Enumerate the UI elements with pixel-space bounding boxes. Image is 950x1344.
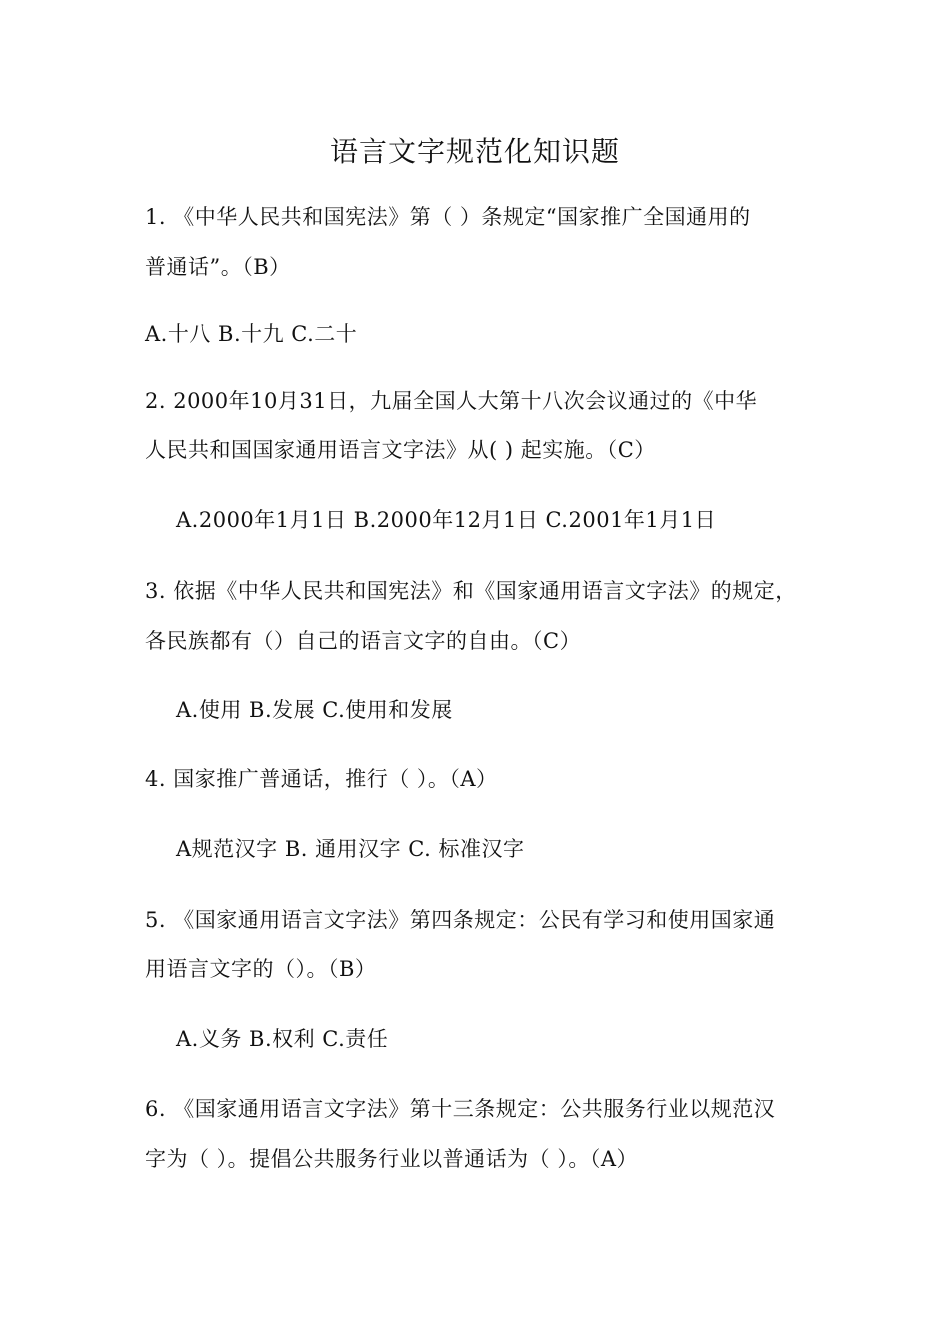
question-1-options: A.十八 B.十九 C.二十 (145, 322, 358, 346)
question-2-line-1: 2. 2000年10月31日，九届全国人大第十八次会议通过的《中华 (145, 389, 758, 413)
question-3-line-2: 各民族都有（）自己的语言文字的自由。（C） (145, 629, 582, 653)
question-4-line-1: 4. 国家推广普通话，推行（ ）。（A） (145, 767, 498, 791)
question-3-line-1: 3. 依据《中华人民共和国宪法》和《国家通用语言文字法》的规定， (145, 579, 797, 603)
question-1-line-1: 1. 《中华人民共和国宪法》第（ ）条规定“国家推广全国通用的 (145, 205, 751, 229)
question-5-line-2: 用语言文字的（）。（B） (145, 957, 377, 981)
question-1-line-2: 普通话”。（B） (145, 255, 291, 279)
question-3-options: A.使用 B.发展 C.使用和发展 (176, 698, 453, 722)
question-2-options: A.2000年1月1日 B.2000年12月1日 C.2001年1月1日 (176, 508, 717, 532)
question-6-line-2: 字为（ ）。提倡公共服务行业以普通话为（ ）。（A） (145, 1147, 639, 1171)
question-6-line-1: 6. 《国家通用语言文字法》第十三条规定：公共服务行业以规范汉 (145, 1097, 776, 1121)
question-2-line-2: 人民共和国国家通用语言文字法》从( ) 起实施。（C） (145, 438, 656, 462)
question-5-line-1: 5. 《国家通用语言文字法》第四条规定：公民有学习和使用国家通 (145, 908, 776, 932)
question-5-options: A.义务 B.权利 C.责任 (176, 1027, 389, 1051)
document-title: 语言文字规范化知识题 (329, 135, 620, 168)
question-4-options: A规范汉字 B. 通用汉字 C. 标准汉字 (176, 837, 525, 861)
